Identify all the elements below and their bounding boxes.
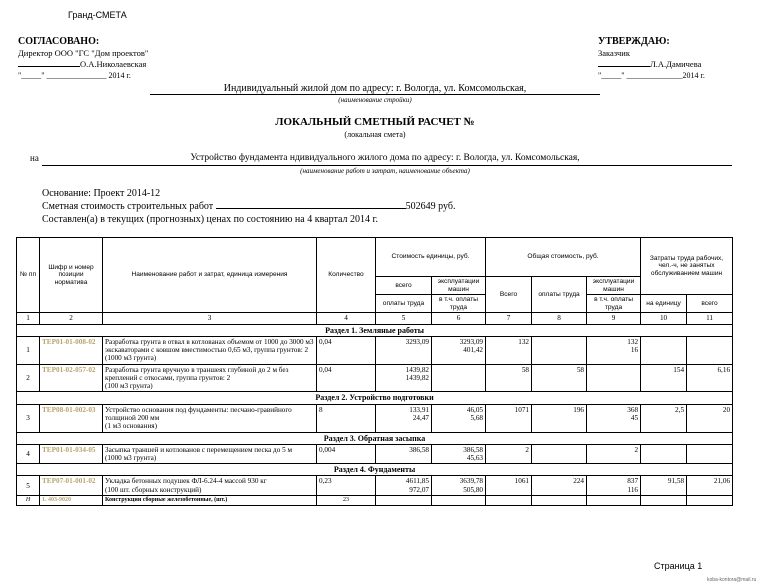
row-name: Конструкции сборные железобетонные, (шт.) (103, 496, 317, 506)
row-c11 (687, 444, 733, 464)
row-c8 (532, 444, 587, 464)
program-name: Гранд-СМЕТА (68, 10, 127, 20)
row-empty (486, 496, 532, 506)
row-c9 (587, 364, 641, 392)
table-row (17, 476, 733, 496)
row-c7: 58 (486, 364, 532, 392)
row-c7: 132 (486, 336, 532, 364)
header-name: Наименование работ и затрат, единица измерения (103, 238, 317, 313)
table-row (17, 404, 733, 432)
row-number: 4 (17, 444, 40, 464)
column-number: 2 (40, 313, 103, 324)
row-name: Укладка бетонных подушек ФЛ-6.24-4 массой 930 кг (100 шт. сборных конструкций) (103, 476, 317, 496)
row-c10: 154 (641, 364, 687, 392)
approved-date: "_____" ______________2014 г. (598, 71, 705, 80)
row-code: ТЕР08-01-002-03 (40, 404, 103, 432)
agreed-name: О.А.Николаевская (80, 59, 147, 69)
row-c6 (432, 364, 486, 392)
estimate-table (16, 237, 733, 506)
row-c6: 46,05 5,68 (432, 404, 486, 432)
work-caption: (наименование работ и затрат, наименование объекта) (300, 167, 470, 175)
row-qty: 0,23 (317, 476, 376, 496)
header-qty: Количество (317, 238, 376, 313)
page-label: Страница 1 (654, 561, 703, 571)
basis: Основание: Проект 2014-12 (42, 188, 161, 199)
row-empty (532, 496, 587, 506)
row-c10 (641, 444, 687, 464)
row-c10 (641, 336, 687, 364)
row-c11 (687, 336, 733, 364)
row-qty: 0,04 (317, 364, 376, 392)
watermark: koba-kontora@mail.ru (707, 577, 757, 583)
row-code: ТЕР07-01-001-02 (40, 476, 103, 496)
doc-title: ЛОКАЛЬНЫЙ СМЕТНЫЙ РАСЧЕТ № (275, 116, 475, 128)
header-per-unit: на единицу (641, 295, 687, 313)
row-c11: 6,16 (687, 364, 733, 392)
row-number: 5 (17, 476, 40, 496)
header-wages: оплаты труда (532, 277, 587, 313)
row-c6: 3293,09 401,42 (432, 336, 486, 364)
row-c6: 386,58 45,63 (432, 444, 486, 464)
header-all: всего (376, 277, 432, 295)
row-number: Н (17, 496, 40, 506)
row-c5: 1439,82 1439,82 (376, 364, 432, 392)
doc-subtitle: (локальная смета) (344, 130, 406, 139)
header-incl-wages-2: в т.ч. оплаты труда (587, 295, 641, 313)
row-empty (376, 496, 432, 506)
row-name: Разработка грунта вручную в траншеях глубиной до 2 м без креплений с откосами, группа грунтов: 2 (100 м3 грунта) (103, 364, 317, 392)
compiled-note: Составлен(а) в текущих (прогнозных) ценах по состоянию на 4 квартал 2014 г. (42, 214, 378, 225)
row-qty: 8 (317, 404, 376, 432)
header-total-lc: всего (687, 295, 733, 313)
row-code: ТЕР01-01-008-02 (40, 336, 103, 364)
column-number: 11 (687, 313, 733, 324)
row-code: ТЕР01-01-034-05 (40, 444, 103, 464)
row-c5: 386,58 (376, 444, 432, 464)
header-labor: Затраты труда рабочих, чел.-ч, не занятых обслуживанием машин (641, 238, 733, 295)
table-row (17, 496, 733, 506)
row-c7: 1071 (486, 404, 532, 432)
header-exploitation-2: эксплуатации машин (587, 277, 641, 295)
row-c7: 1061 (486, 476, 532, 496)
column-number: 9 (587, 313, 641, 324)
row-empty (432, 496, 486, 506)
column-number: 6 (432, 313, 486, 324)
header-num: № пп (17, 238, 40, 313)
column-number: 7 (486, 313, 532, 324)
header-total-cost: Общая стоимость, руб. (486, 238, 641, 277)
row-c7: 2 (486, 444, 532, 464)
section-title: Раздел 4. Фундаменты (17, 464, 733, 476)
table-row (17, 444, 733, 464)
object-caption: (наименование стройки) (338, 96, 412, 104)
column-number: 10 (641, 313, 687, 324)
row-c8: 224 (532, 476, 587, 496)
agreed-title: СОГЛАСОВАНО: (18, 36, 100, 47)
row-qty: 0,004 (317, 444, 376, 464)
section-title: Раздел 1. Земляные работы (17, 324, 733, 336)
work-name: Устройство фундамента ндивидуального жилого дома по адресу: г. Вологда, ул. Комсомольская, (190, 153, 580, 163)
table-row (17, 336, 733, 364)
row-c5: 4611,85 972,07 (376, 476, 432, 496)
row-c5: 133,91 24,47 (376, 404, 432, 432)
table-row (17, 364, 733, 392)
section-title: Раздел 3. Обратная засыпка (17, 432, 733, 444)
row-name: Разработка грунта в отвал в котлованах объемом от 1000 до 3000 м3 экскаваторами с ковшом вместимостью 0,65 м3, группа грунтов: 2 (1000 м3 грунта) (103, 336, 317, 364)
header-incl-wages: в т.ч. оплаты труда (432, 295, 486, 313)
header-total-cap: Всего (486, 277, 532, 313)
row-qty: 23 (317, 496, 376, 506)
row-c5: 3293,09 (376, 336, 432, 364)
na-label: на (30, 153, 39, 163)
approved-name: Л.А.Дамичева (650, 59, 702, 69)
row-c6: 3639,78 505,80 (432, 476, 486, 496)
approved-title: УТВЕРЖДАЮ: (598, 36, 670, 47)
row-name: Засыпка траншей и котлованов с перемещением песка до 5 м (1000 м3 грунта) (103, 444, 317, 464)
row-c9: 2 (587, 444, 641, 464)
agreed-date: "_____" _______________ 2014 г. (18, 71, 131, 80)
row-c9: 837 116 (587, 476, 641, 496)
section-title: Раздел 2. Устройство подготовки (17, 392, 733, 404)
row-empty (587, 496, 641, 506)
column-number: 8 (532, 313, 587, 324)
row-code: ТЕР01-02-057-02 (40, 364, 103, 392)
row-number: 3 (17, 404, 40, 432)
header-wages-unit: оплаты труда (376, 295, 432, 313)
row-c10: 91,58 (641, 476, 687, 496)
row-c11: 20 (687, 404, 733, 432)
row-c8: 196 (532, 404, 587, 432)
row-number: 1 (17, 336, 40, 364)
row-c10: 2,5 (641, 404, 687, 432)
row-c8 (532, 336, 587, 364)
column-number: 1 (17, 313, 40, 324)
row-empty (641, 496, 687, 506)
row-qty: 0,04 (317, 336, 376, 364)
row-c9: 368 45 (587, 404, 641, 432)
row-number: 2 (17, 364, 40, 392)
row-c9: 132 16 (587, 336, 641, 364)
header-exploitation: эксплуатации машин (432, 277, 486, 295)
cost-label: Сметная стоимость строительных работ (42, 201, 214, 212)
row-empty (687, 496, 733, 506)
object-name: Индивидуальный жилой дом по адресу: г. Вологда, ул. Комсомольская, (150, 83, 600, 95)
row-name: Устройство основания под фундаменты: песчано-гравийного толщиной 200 мм (1 м3 основания) (103, 404, 317, 432)
column-number: 4 (317, 313, 376, 324)
column-number: 3 (103, 313, 317, 324)
agreed-position: Директор ООО "ГС "Дом проектов" (18, 48, 149, 58)
header-unit-cost: Стоимость единицы, руб. (376, 238, 486, 277)
approved-position: Заказчик (598, 48, 630, 58)
header-code: Шифр и номер позиции норматива (40, 238, 103, 313)
cost-value: 502649 руб. (405, 201, 456, 212)
row-code: 1. 403-9020 (40, 496, 103, 506)
row-c8: 58 (532, 364, 587, 392)
row-c11: 21,06 (687, 476, 733, 496)
column-number: 5 (376, 313, 432, 324)
